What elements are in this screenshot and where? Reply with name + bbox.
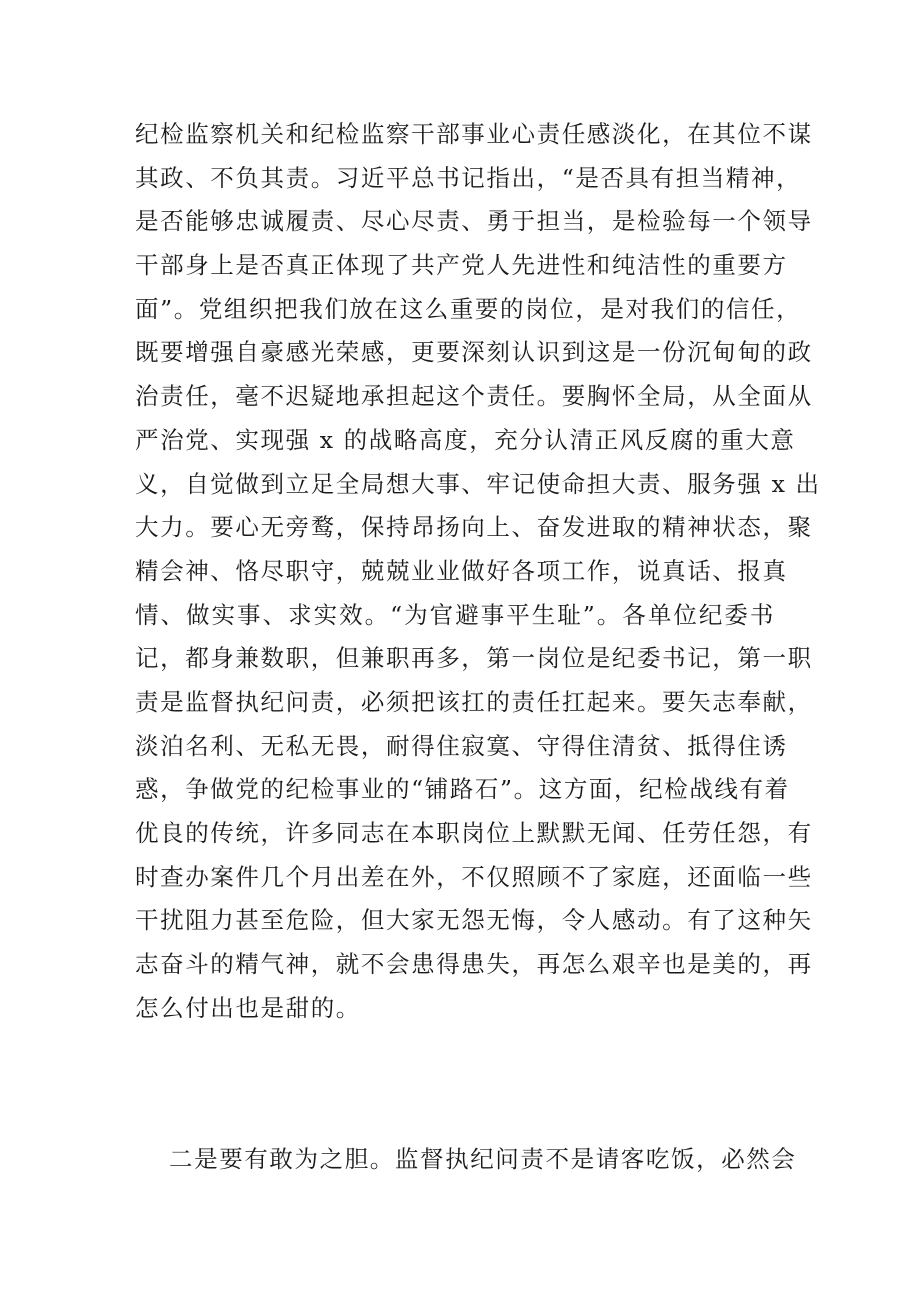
text-line: 义，自觉做到立足全局想大事、牢记使命担大责、服务强 x 出 (135, 469, 821, 498)
text-line: 淡泊名利、无私无畏，耐得住寂寞、守得住清贫、抵得住诱 (135, 731, 788, 760)
text-line: 严治党、实现强 x 的战略高度，充分认清正风反腐的重大意 (135, 425, 796, 454)
paragraph-2 (135, 1138, 797, 1182)
text-line: 志奋斗的精气神，就不会患得患失，再怎么艰辛也是美的，再 (135, 950, 813, 979)
text-line: 面”。党组织把我们放在这么重要的岗位，是对我们的信任， (135, 294, 802, 323)
text-line: 记，都身兼数职，但兼职再多，第一岗位是纪委书记，第一职 (135, 644, 813, 673)
text-line: 是否能够忠诚履责、尽心尽责、勇于担当，是检验每一个领导 (135, 207, 813, 236)
paragraph-1 (135, 113, 821, 1030)
text-line: 惑，争做党的纪检事业的“铺路石”。这方面，纪检战线有着 (135, 775, 790, 804)
text-line: 情、做实事、求实效。“为官避事平生耻”。各单位纪委书 (135, 600, 775, 629)
text-line: 干扰阻力甚至危险，但大家无怨无悔，令人感动。有了这种矢 (135, 906, 813, 935)
text-line: 优良的传统，许多同志在本职岗位上默默无闻、任劳任怨，有 (135, 819, 813, 847)
text-line: 干部身上是否真正体现了共产党人先进性和纯洁性的重要方 (135, 251, 788, 280)
text-line: 大力。要心无旁鹜，保持昂扬向上、奋发进取的精神状态，聚 (135, 513, 813, 542)
text-line: 既要增强自豪感光荣感，更要深刻认识到这是一份沉甸甸的政 (135, 338, 813, 367)
text-line: 纪检监察机关和纪检监察干部事业心责任感淡化，在其位不谋 (135, 120, 813, 148)
text-line: 治责任，毫不迟疑地承担起这个责任。要胸怀全局，从全面从 (135, 382, 813, 411)
text-line: 精会神、恪尽职守，兢兢业业做好各项工作，说真话、报真 (135, 556, 788, 585)
text-line: 二是要有敢为之胆。监督执纪问责不是请客吃饭，必然会 (169, 1145, 797, 1173)
text-line: 怎么付出也是甜的。 (135, 993, 361, 1022)
text-line: 其政、不负其责。习近平总书记指出，“是否具有担当精神， (135, 163, 802, 192)
text-line: 责是监督执纪问责，必须把该扛的责任扛起来。要矢志奉献， (135, 687, 813, 716)
text-line: 时查办案件几个月出差在外，不仅照顾不了家庭，还面临一些 (135, 862, 813, 891)
